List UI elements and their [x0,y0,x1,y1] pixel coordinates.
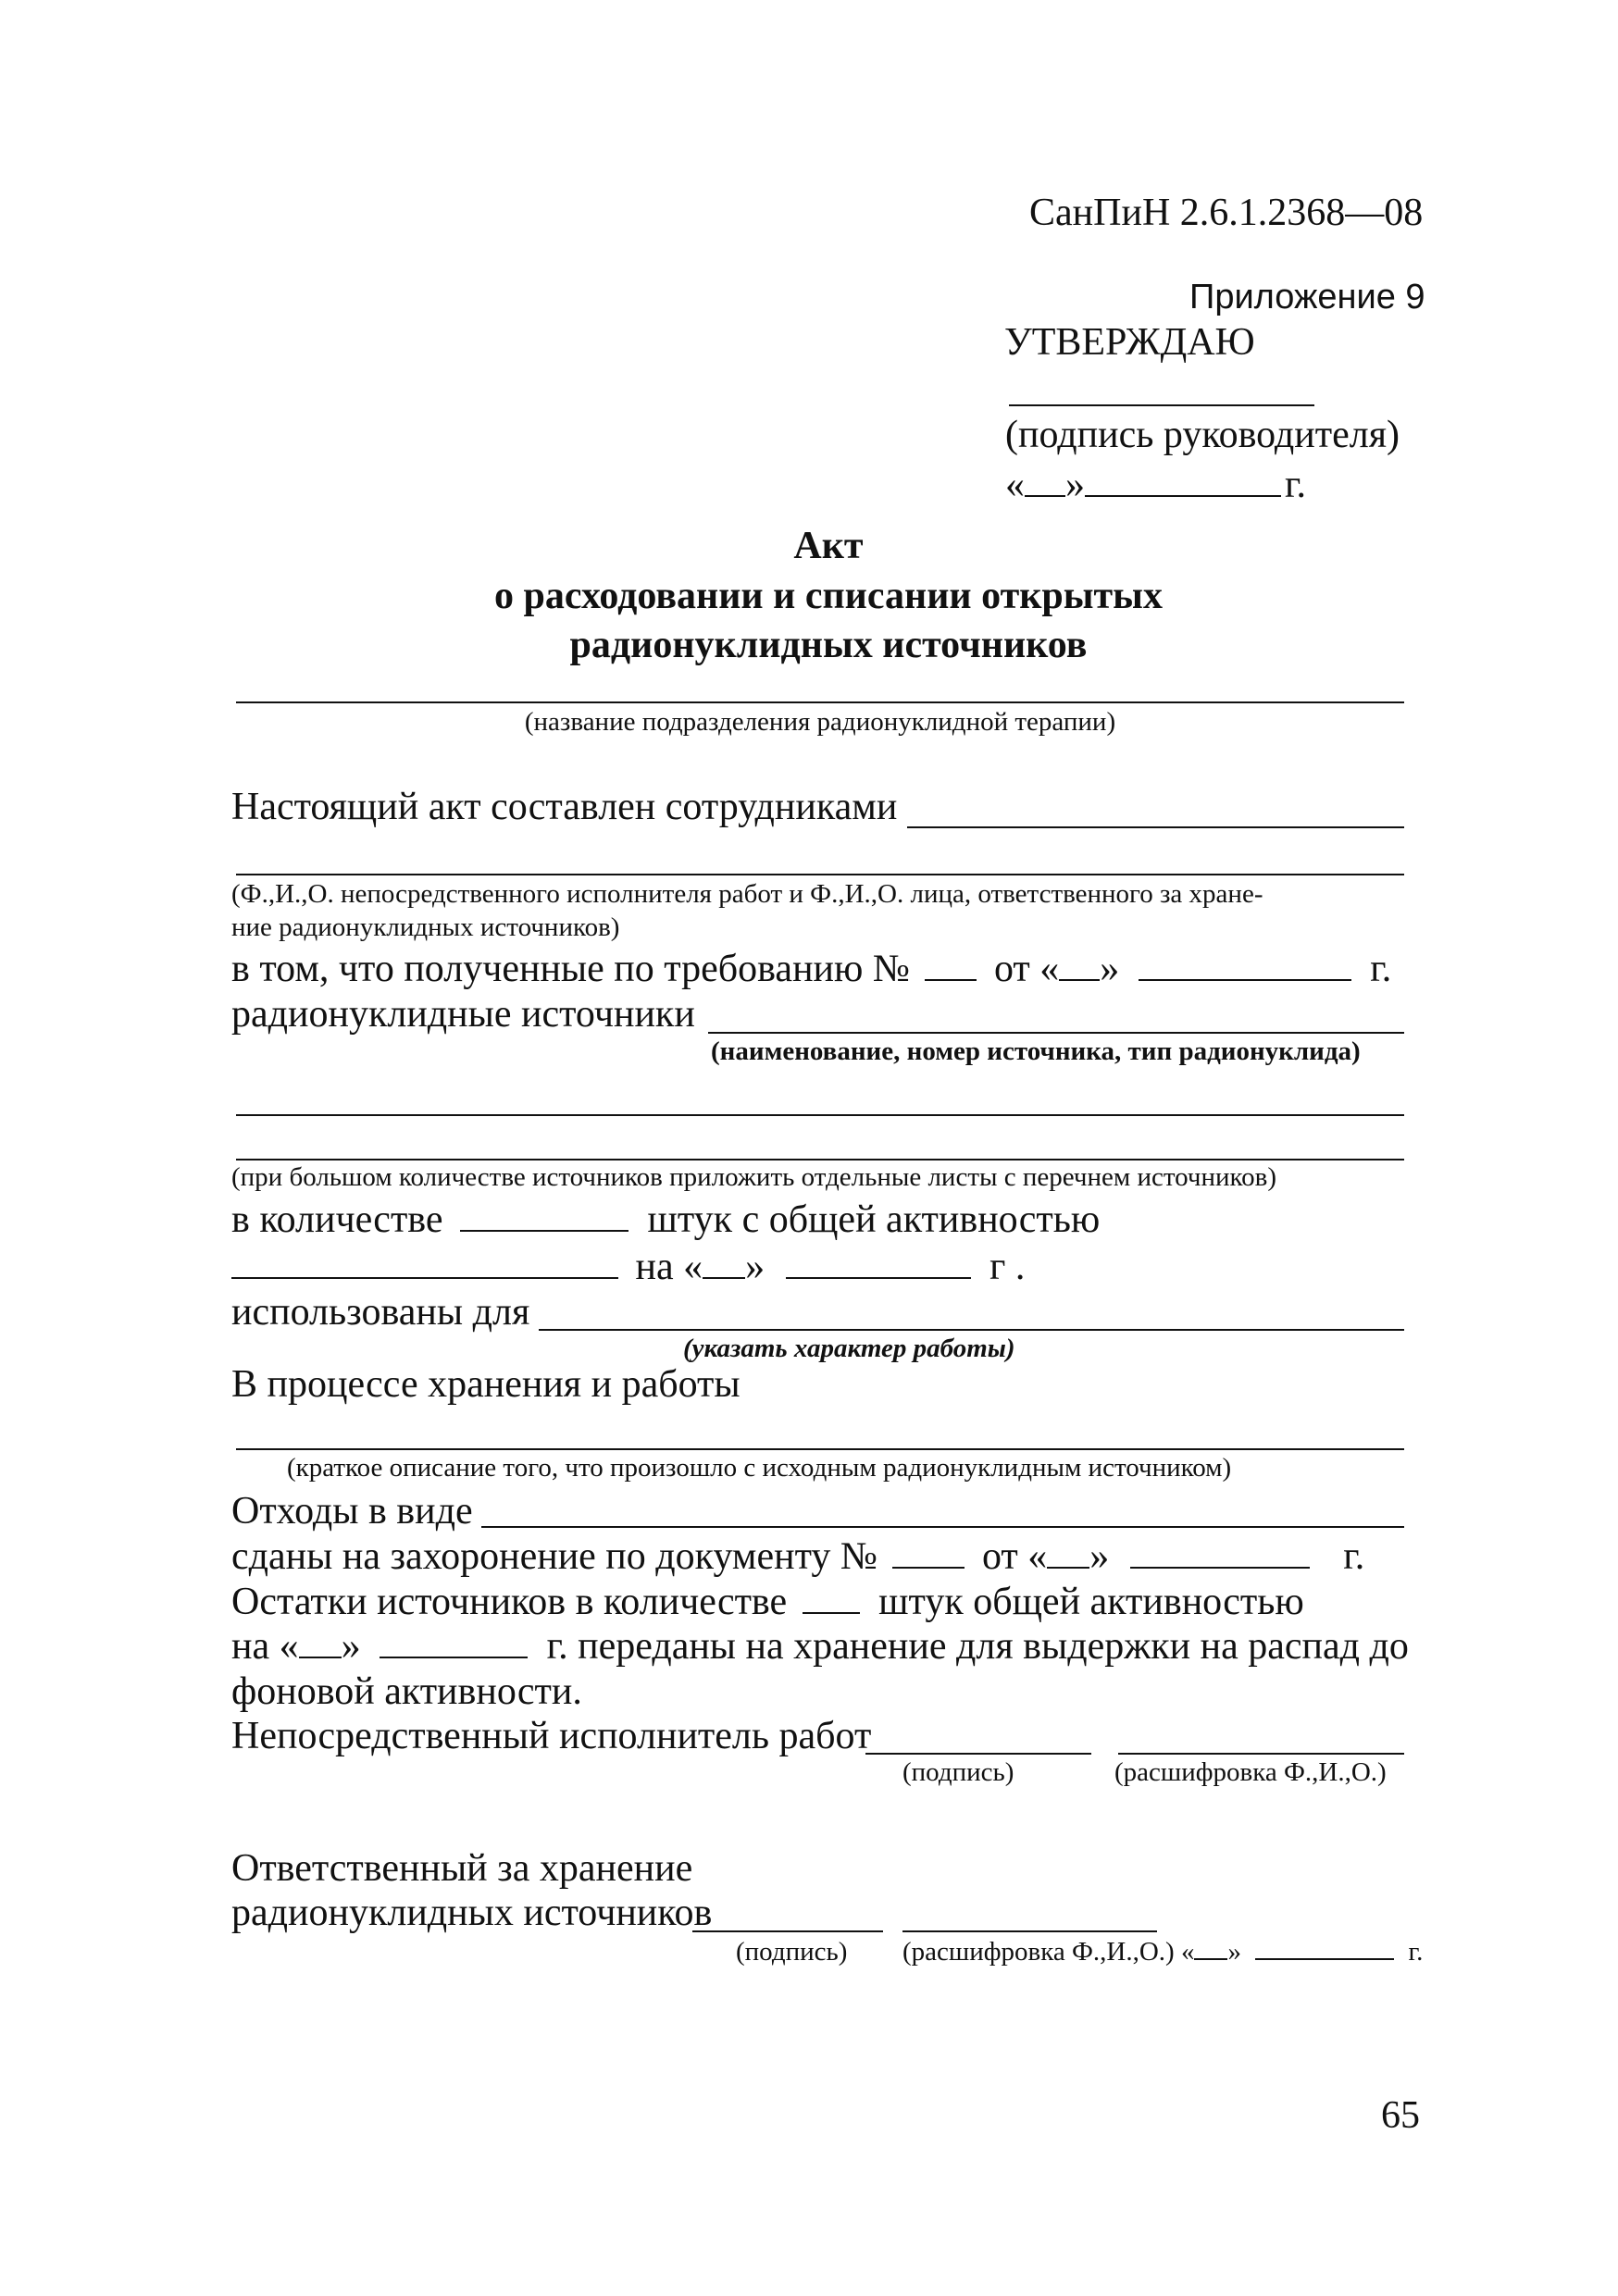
activity-year: г . [989,1246,1026,1288]
responsible-decoding-line [902,1930,1157,1932]
executor-decoding-line [1118,1753,1404,1755]
burial-month-blank [1130,1539,1310,1569]
responsible-decoding-caption: (расшифровка Ф.,И.,О.) [902,1937,1175,1967]
close-quote: » [1100,948,1120,990]
month-blank [1085,467,1281,497]
work-type-caption: (указать характер работы) [683,1334,1015,1363]
responsible-date-close: » [1227,1937,1241,1967]
quantity-line [231,1198,1100,1242]
activity-close-quote: » [745,1246,765,1288]
sources-line [708,1032,1404,1034]
requisition-year: г. [1370,948,1392,990]
staff-names-caption: (Ф.,И.,О. непосредственного исполнителя работ и Ф.,И.,О. лица, ответственного за хране- [231,879,1263,909]
head-signature-caption: (подпись руководителя) [1005,414,1400,456]
burial-number-blank [892,1539,965,1569]
executor-decoding-caption: (расшифровка Ф.,И.,О.) [1114,1757,1387,1787]
storage-on-label: на « [231,1625,299,1668]
activity-month-blank [786,1249,971,1279]
waste-label: Отходы в виде [231,1490,473,1533]
executor-signature-line [865,1753,1091,1755]
appendix-label: Приложение 9 [1189,278,1425,316]
remains-text: Остатки источников в количестве [231,1581,788,1623]
unit-name-line [236,701,1404,703]
sources-extra-line-2 [236,1159,1404,1160]
requisition-day-blank [1059,951,1100,981]
burial-from-label: от « [981,1535,1048,1578]
executor-label: Непосредственный исполнитель работ [231,1715,872,1757]
remains-line [231,1580,1304,1624]
quantity-label: в количестве [231,1198,443,1241]
responsible-label-2: радионуклидных источников [231,1892,713,1934]
page-number: 65 [1381,2094,1420,2137]
responsible-decoding-date [902,1937,1423,1967]
responsible-signature-caption: (подпись) [736,1937,848,1967]
requisition-number-blank [925,951,977,981]
short-desc-caption: (краткое описание того, что произошло с исходным радионуклидным источником) [287,1453,1232,1483]
from-label: от « [993,948,1060,990]
unit-name-caption: (название подразделения радионуклидной терапии) [524,707,1116,737]
day-blank [1025,467,1065,497]
responsible-month-blank [1255,1938,1394,1960]
storage-day-blank [299,1629,342,1658]
used-for-label: использованы для [231,1291,530,1334]
document-code: СанПиН 2.6.1.2368—08 [1029,192,1424,234]
in-process-label: В процессе хранения и работы [231,1363,741,1406]
activity-day-blank [703,1249,745,1279]
bg-activity-text: фоновой активности. [231,1670,582,1713]
approve-label: УТВЕРЖДАЮ [1004,321,1255,364]
head-signature-line [1009,404,1314,406]
remains-quantity-blank [803,1584,860,1614]
responsible-signature-line [692,1930,883,1932]
approve-date [1005,463,1306,507]
burial-close-quote: » [1089,1535,1110,1578]
pieces-activity-label: штук с общей активностью [647,1198,1101,1241]
requisition-text: в том, что полученные по требованию № [231,948,910,990]
staff-line-1 [907,826,1404,828]
waste-line [481,1526,1404,1528]
staff-line-2 [236,874,1404,875]
activity-date-line [231,1245,1025,1289]
many-sources-caption: (при большом количестве источников приложить отдельные листы с перечнем источников) [231,1162,1276,1192]
burial-line [231,1534,1364,1579]
sources-label: радионуклидные источники [231,993,695,1036]
used-for-line [539,1329,1404,1331]
requisition-line [231,947,1391,991]
quantity-blank [460,1202,629,1232]
act-subtitle-1: о расходовании и списании открытых [494,575,1163,617]
staff-names-caption-2: ние радионуклидных источников) [231,912,620,942]
burial-text: сданы на захоронение по документу № [231,1535,877,1578]
act-title: Акт [793,525,864,567]
act-subtitle-2: радионуклидных источников [569,624,1088,666]
storage-close-quote: » [341,1625,361,1668]
act-compiled-label: Настоящий акт составлен сотрудниками [231,786,898,828]
year-suffix: г. [1285,464,1306,506]
storage-month-blank [380,1629,528,1658]
sources-extra-line-1 [236,1114,1404,1116]
on-date-label: на « [635,1246,703,1288]
source-info-caption: (наименование, номер источника, тип радионуклида) [711,1036,1361,1066]
date-open-quote: « [1005,464,1025,506]
burial-day-blank [1047,1539,1089,1569]
date-close-quote: » [1065,464,1085,506]
activity-blank [231,1249,618,1279]
pieces-total-label: штук общей активностью [878,1581,1304,1623]
responsible-year: г. [1408,1937,1424,1967]
responsible-label-1: Ответственный за хранение [231,1847,693,1890]
passed-storage-text: г. переданы на хранение для выдержки на распад до [546,1625,1409,1668]
requisition-month-blank [1139,951,1351,981]
storage-line [231,1624,1409,1669]
responsible-day-blank [1194,1938,1227,1960]
responsible-date-open: « [1180,1937,1195,1967]
burial-year: г. [1343,1535,1365,1578]
executor-signature-caption: (подпись) [902,1757,1014,1787]
short-desc-line [236,1448,1404,1450]
